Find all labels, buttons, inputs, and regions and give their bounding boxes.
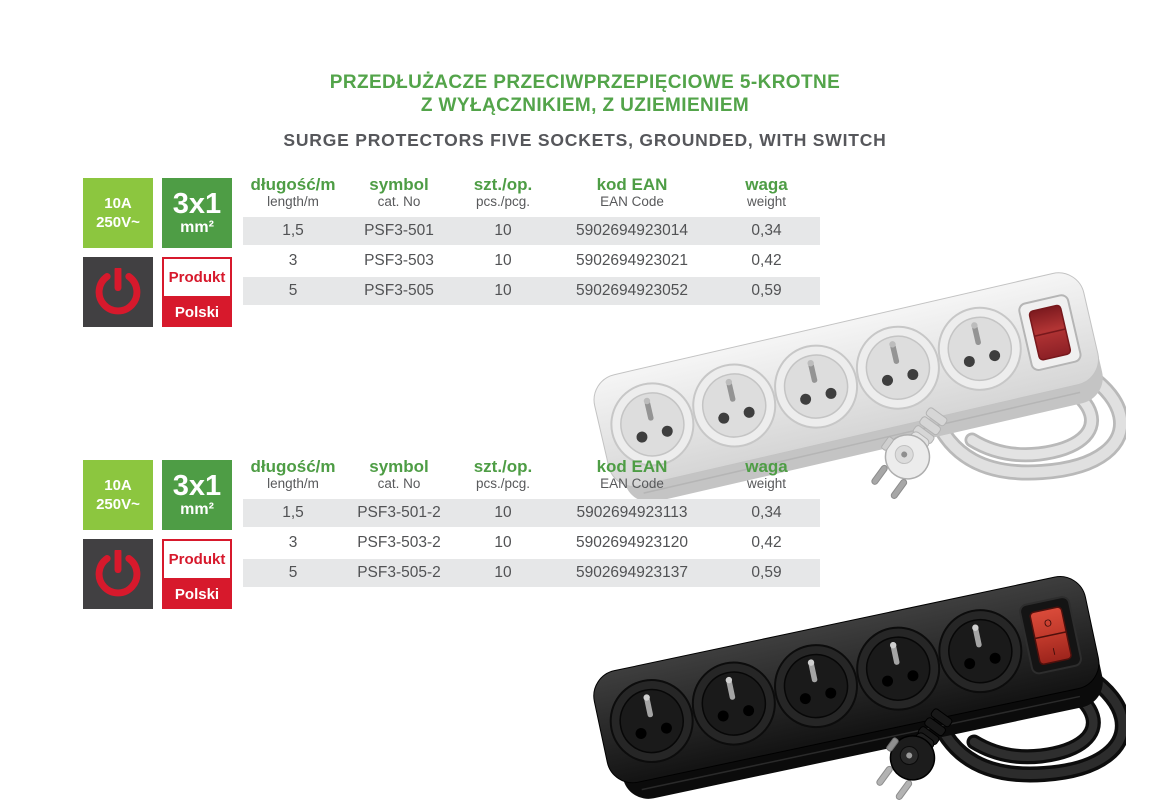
wire-spec-badge [162,178,232,248]
cell-ean: 5902694923120 [575,534,689,551]
wire-spec-main: 3x1 [172,470,222,502]
rating-amps: 10A [104,195,132,212]
power-switch-badge [83,539,153,609]
col-header-qty: szt./op. pcs./pcg. [473,457,533,491]
power-icon [94,268,142,316]
cell-symbol: PSF3-503-2 [357,534,441,551]
cell-ean: 5902694923113 [576,504,688,521]
cell-weight: 0,59 [751,282,782,299]
rating-volts: 250V~ [96,496,140,513]
table-row [243,217,820,245]
cell-length: 5 [288,282,298,299]
page-title-line2: Z WYŁĄCZNIKIEM, Z UZIEMIENIEM [420,95,750,116]
col-header-symbol: symbol cat. No [369,175,429,209]
cell-qty: 10 [494,252,512,269]
cell-qty: 10 [494,504,512,521]
cell-length: 3 [288,252,298,269]
rating-volts: 250V~ [96,214,140,231]
cell-symbol: PSF3-501-2 [357,504,441,521]
col-header-length: długość/m length/m [250,175,336,209]
cell-length: 1,5 [282,504,304,521]
cell-ean: 5902694923137 [575,564,689,581]
cell-symbol: PSF3-501 [364,222,434,239]
col-header-weight: waga weight [745,175,788,209]
col-header-qty: szt./op. pcs./pcg. [473,175,533,209]
page-title-english: SURGE PROTECTORS FIVE SOCKETS, GROUNDED, WITH SWITCH [283,130,887,150]
table-header-row [243,175,820,215]
cell-symbol: PSF3-505-2 [357,564,441,581]
col-header-weight: waga weight [745,457,788,491]
cell-qty: 10 [494,282,512,299]
col-header-ean: kod EAN EAN Code [596,457,668,491]
col-header-ean: kod EAN EAN Code [596,175,668,209]
table-header-row [243,457,820,497]
cell-weight: 0,42 [751,534,782,551]
polski-label: Polski [162,580,232,609]
rating-badge [83,178,153,248]
power-icon [94,550,142,598]
wire-spec-unit: mm² [180,501,214,518]
cell-symbol: PSF3-503 [364,252,434,269]
wire-spec-main: 3x1 [172,188,222,220]
switch-on-mark: I [1051,646,1057,659]
cell-weight: 0,34 [751,222,782,239]
cell-qty: 10 [494,534,512,551]
switch-off-mark: O [1043,617,1054,631]
cell-length: 5 [288,564,298,581]
wire-spec-unit: mm² [180,219,214,236]
table-row [243,499,820,527]
cell-length: 3 [288,534,298,551]
produkt-label: Produkt [162,539,232,580]
cell-ean: 5902694923021 [575,252,689,269]
badge-grid [83,460,233,610]
cell-ean: 5902694923052 [575,282,689,299]
product-image-black-power-strip [576,546,1126,808]
cell-qty: 10 [494,222,512,239]
wire-spec-badge [162,460,232,530]
produkt-polski-badge [162,539,232,609]
cell-weight: 0,42 [751,252,782,269]
page-title-polish [0,71,1170,117]
col-header-symbol: symbol cat. No [369,457,429,491]
page-title-line1: PRZEDŁUŻACZE PRZECIWPRZEPIĘCIOWE 5-KROTNE [329,72,841,93]
cell-weight: 0,59 [751,564,782,581]
rating-badge [83,460,153,530]
cell-qty: 10 [494,564,512,581]
power-switch-badge [83,257,153,327]
cell-ean: 5902694923014 [575,222,689,239]
produkt-label: Produkt [162,257,232,298]
polski-label: Polski [162,298,232,327]
badge-grid [83,178,233,328]
produkt-polski-badge [162,257,232,327]
cell-weight: 0,34 [751,504,782,521]
rating-amps: 10A [104,477,132,494]
cell-length: 1,5 [282,222,304,239]
cell-symbol: PSF3-505 [364,282,434,299]
col-header-length: długość/m length/m [250,457,336,491]
